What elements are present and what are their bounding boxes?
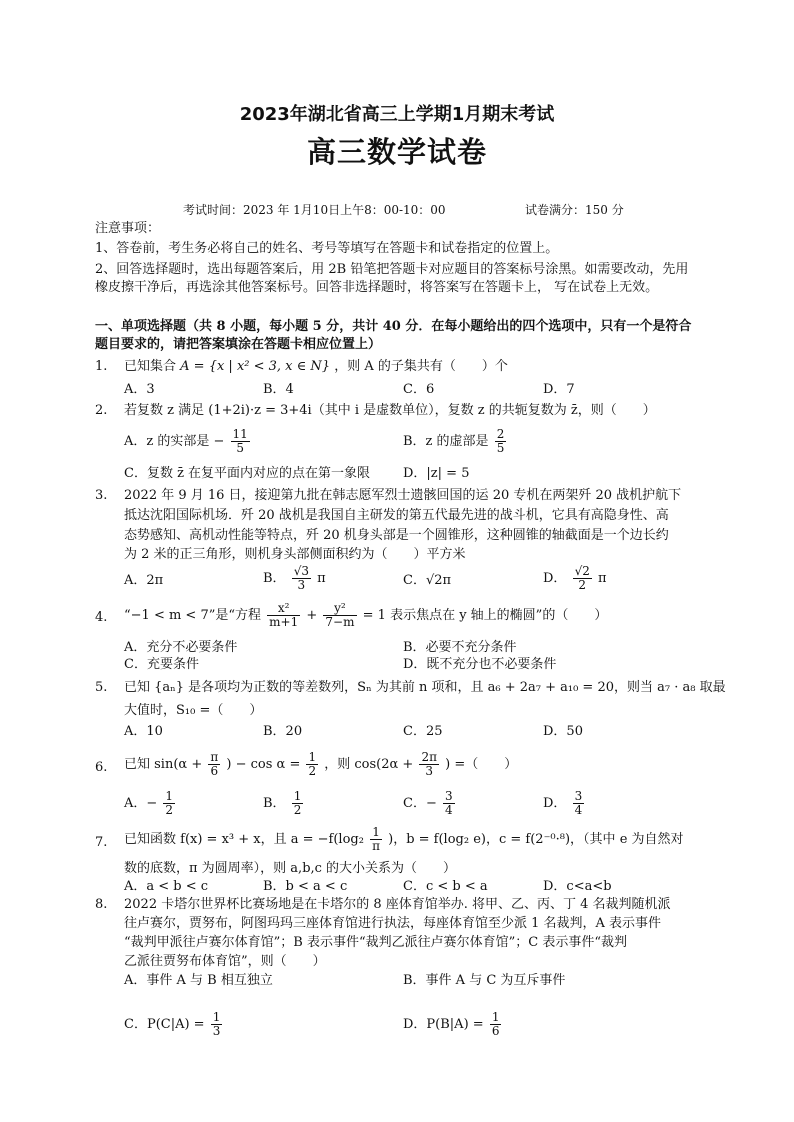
- question-number: 3.: [95, 488, 108, 503]
- option-a: A．3: [124, 382, 155, 397]
- option-c: C．25: [403, 724, 443, 739]
- option-text: D．: [543, 796, 567, 811]
- question-stem-cont: 往卢赛尔，贾努布，阿图玛玛三座体育馆进行执法，每座体育馆至少派 1 名裁判，A 表示事件: [124, 916, 662, 931]
- question-stem-cont: 数的底数，π 为圆周率），则 a,b,c 的大小关系为（ ）: [124, 861, 457, 876]
- option-text: B．: [263, 796, 286, 811]
- question-stem: [124, 751, 517, 778]
- question-stem-cont: 态势感知、高机动性能等特点，歼 20 机身头部是一个圆锥形，这种圆锥的轴截面是一个边长约: [124, 528, 669, 543]
- fraction: $\frac{2\pi}{3}$: [421, 750, 437, 778]
- fraction: $\frac{\text{y²}}{7-m}$: [325, 601, 355, 629]
- question-number: 8.: [95, 897, 108, 912]
- question-stem: 2022 年 9 月 16 日，接迎第九批在韩志愿军烈士遗骸回国的运 20 专机在两架歼 20 战机护航下: [124, 488, 682, 503]
- stem-text: ，则 cos(2α +: [324, 757, 414, 772]
- option-a: A．2π: [124, 573, 164, 588]
- option-a: A．事件 A 与 B 相互独立: [124, 973, 273, 988]
- option-text: A．z 的实部是 −: [124, 434, 225, 449]
- option-b: [263, 790, 305, 817]
- question-stem-cont: 为 2 米的正三角形，则机身头部侧面积约为（ ）平方米: [124, 547, 466, 562]
- option-c: C．c < b < a: [403, 879, 488, 894]
- option-text: π: [598, 571, 607, 586]
- fraction: $\frac{\text{x²}}{m+1}$: [269, 601, 299, 629]
- fraction: $\frac{1}{2}$: [165, 789, 174, 817]
- notes-heading: 注意事项：: [95, 221, 161, 236]
- note-item-2-cont: 橡皮擦干净后，再选涂其他答案标号。回答非选择题时，将答案写在答题卡上， 写在试卷上无效。: [95, 280, 659, 295]
- option-text: C．P(C|A) =: [124, 1017, 205, 1032]
- option-a: [124, 790, 177, 817]
- option-d: D．|z| = 5: [403, 466, 470, 481]
- stem-text: 已知函数 f(x) = x³ + x，且 a = −f(log₂: [124, 832, 364, 847]
- plus-sign: +: [306, 608, 318, 623]
- fraction: $\frac{1}{3}$: [212, 1010, 221, 1038]
- option-b: B．4: [263, 382, 294, 397]
- fraction: $\frac{3}{4}$: [574, 789, 583, 817]
- stem-text: )，b = f(log₂ e)，c = f(2⁻⁰·⁸)，（其中 e 为自然对: [388, 832, 684, 847]
- section-heading: 一、单项选择题（共 8 小题，每小题 5 分，共计 40 分．在每小题给出的四个选项中，只有一个是符合: [95, 319, 692, 334]
- option-b: B．b < a < c: [263, 879, 348, 894]
- question-number: 4.: [95, 610, 108, 625]
- stem-text: ) − cos α =: [226, 757, 301, 772]
- set-expression: A = {x | x² < 3, x ∈ N}: [180, 359, 331, 374]
- question-number: 2.: [95, 403, 108, 418]
- fraction: $\frac{1}{\pi}$: [372, 825, 380, 853]
- option-b: [263, 565, 326, 592]
- fraction: $\frac{3}{4}$: [444, 789, 453, 817]
- fraction: $\frac{\pi}{6}$: [210, 750, 219, 778]
- option-d: D．既不充分也不必要条件: [403, 657, 557, 672]
- fraction: $\frac{√2}{2}$: [574, 564, 590, 592]
- exam-title: 2023年湖北省高三上学期1月期末考试: [239, 104, 555, 125]
- question-stem: 已知 {aₙ} 是各项均为正数的等差数列，Sₙ 为其前 n 项和，且 a₆ + 2a₇ + a₁₀ = 20，则当 a₇ · a₈ 取最: [124, 680, 726, 695]
- question-stem: 若复数 z 满足 (1+2i)·z = 3+4i（其中 i 是虚数单位），复数 z 的共轭复数为 z̄，则（ ）: [124, 403, 656, 418]
- option-c: [124, 1011, 224, 1038]
- option-d: [543, 790, 586, 817]
- fraction: $\frac{2}{5}$: [496, 427, 505, 455]
- exam-time: 考试时间：2023 年 1月10日上午8：00-10：00: [183, 203, 446, 217]
- option-d: [403, 1011, 503, 1038]
- question-number: 7.: [95, 835, 108, 850]
- exam-subtitle: 高三数学试卷: [306, 135, 487, 169]
- option-a: A．10: [124, 724, 163, 739]
- question-number: 1.: [95, 359, 108, 374]
- option-text: B．z 的虚部是: [403, 434, 489, 449]
- question-stem: 2022 卡塔尔世界杯比赛场地是在卡塔尔的 8 座体育馆举办. 将甲、乙、丙、丁 4 名裁判随机派: [124, 897, 671, 912]
- option-text: B．: [263, 571, 286, 586]
- option-d: D．c<a<b: [543, 879, 612, 894]
- option-d: D．7: [543, 382, 575, 397]
- option-b: [403, 428, 508, 455]
- full-score: 试卷满分：150 分: [525, 203, 624, 217]
- question-number: 6.: [95, 760, 108, 775]
- note-item-2: 2、回答选择题时，选出每题答案后，用 2B 铅笔把答题卡对应题目的答案标号涂黑。如需要改动，先用: [95, 262, 689, 277]
- option-d: [543, 565, 607, 592]
- option-c: C．充要条件: [124, 657, 199, 672]
- stem-text: “−1 < m < 7”是“方程: [124, 608, 262, 623]
- option-b: B．20: [263, 724, 303, 739]
- option-text: π: [317, 571, 326, 586]
- option-b: B．必要不充分条件: [403, 640, 517, 655]
- option-c: C．复数 z̄ 在复平面内对应的点在第一象限: [124, 466, 371, 481]
- stem-text: ) =（ ）: [445, 757, 518, 772]
- option-text: C．−: [403, 796, 437, 811]
- question-stem-cont: 大值时，S₁₀ =（ ）: [124, 703, 263, 718]
- option-c: C．6: [403, 382, 435, 397]
- option-a: [124, 428, 252, 455]
- question-number: 5.: [95, 680, 108, 695]
- note-item-1: 1、答卷前，考生务必将自己的姓名、考号等填写在答题卡和试卷指定的位置上。: [95, 241, 559, 256]
- section-heading-cont: 题目要求的，请把答案填涂在答题卡相应位置上）: [95, 337, 382, 352]
- question-stem-cont: “裁判甲派往卢赛尔体育馆”；B 表示事件“裁判乙派往卢赛尔体育馆”；C 表示事件“裁判: [124, 935, 627, 950]
- option-text: A．−: [124, 796, 158, 811]
- question-stem-cont: 抵达沈阳国际机场．歼 20 战机是我国自主研发的第五代最先进的战斗机，它具有高隐身性、高: [124, 508, 669, 523]
- fraction: $\frac{1}{2}$: [293, 789, 302, 817]
- stem-text: ，则 A 的子集共有（ ）个: [334, 359, 508, 374]
- fraction: $\frac{√3}{3}$: [293, 564, 309, 592]
- option-a: A．a < b < c: [124, 879, 209, 894]
- option-text: D．: [543, 571, 567, 586]
- option-c: [403, 790, 457, 817]
- fraction: $\frac{1}{6}$: [491, 1010, 500, 1038]
- stem-text: 已知集合: [124, 359, 177, 374]
- option-b: B．事件 A 与 C 为互斥事件: [403, 973, 566, 988]
- question-stem: [124, 602, 607, 629]
- stem-text: = 1 表示焦点在 y 轴上的椭圆”的（ ）: [362, 608, 608, 623]
- fraction: $\frac{1}{2}$: [308, 750, 317, 778]
- stem-text: 已知 sin(α +: [124, 757, 203, 772]
- fraction: $\frac{11}{5}$: [232, 427, 248, 455]
- option-text: D．P(B|A) =: [403, 1017, 484, 1032]
- question-stem-cont: 乙派往贾努布体育馆”，则（ ）: [124, 954, 326, 969]
- question-stem: [124, 358, 508, 376]
- option-a: A．充分不必要条件: [124, 640, 238, 655]
- question-stem: [124, 826, 684, 853]
- option-c: C．√2π: [403, 573, 452, 588]
- option-d: D．50: [543, 724, 583, 739]
